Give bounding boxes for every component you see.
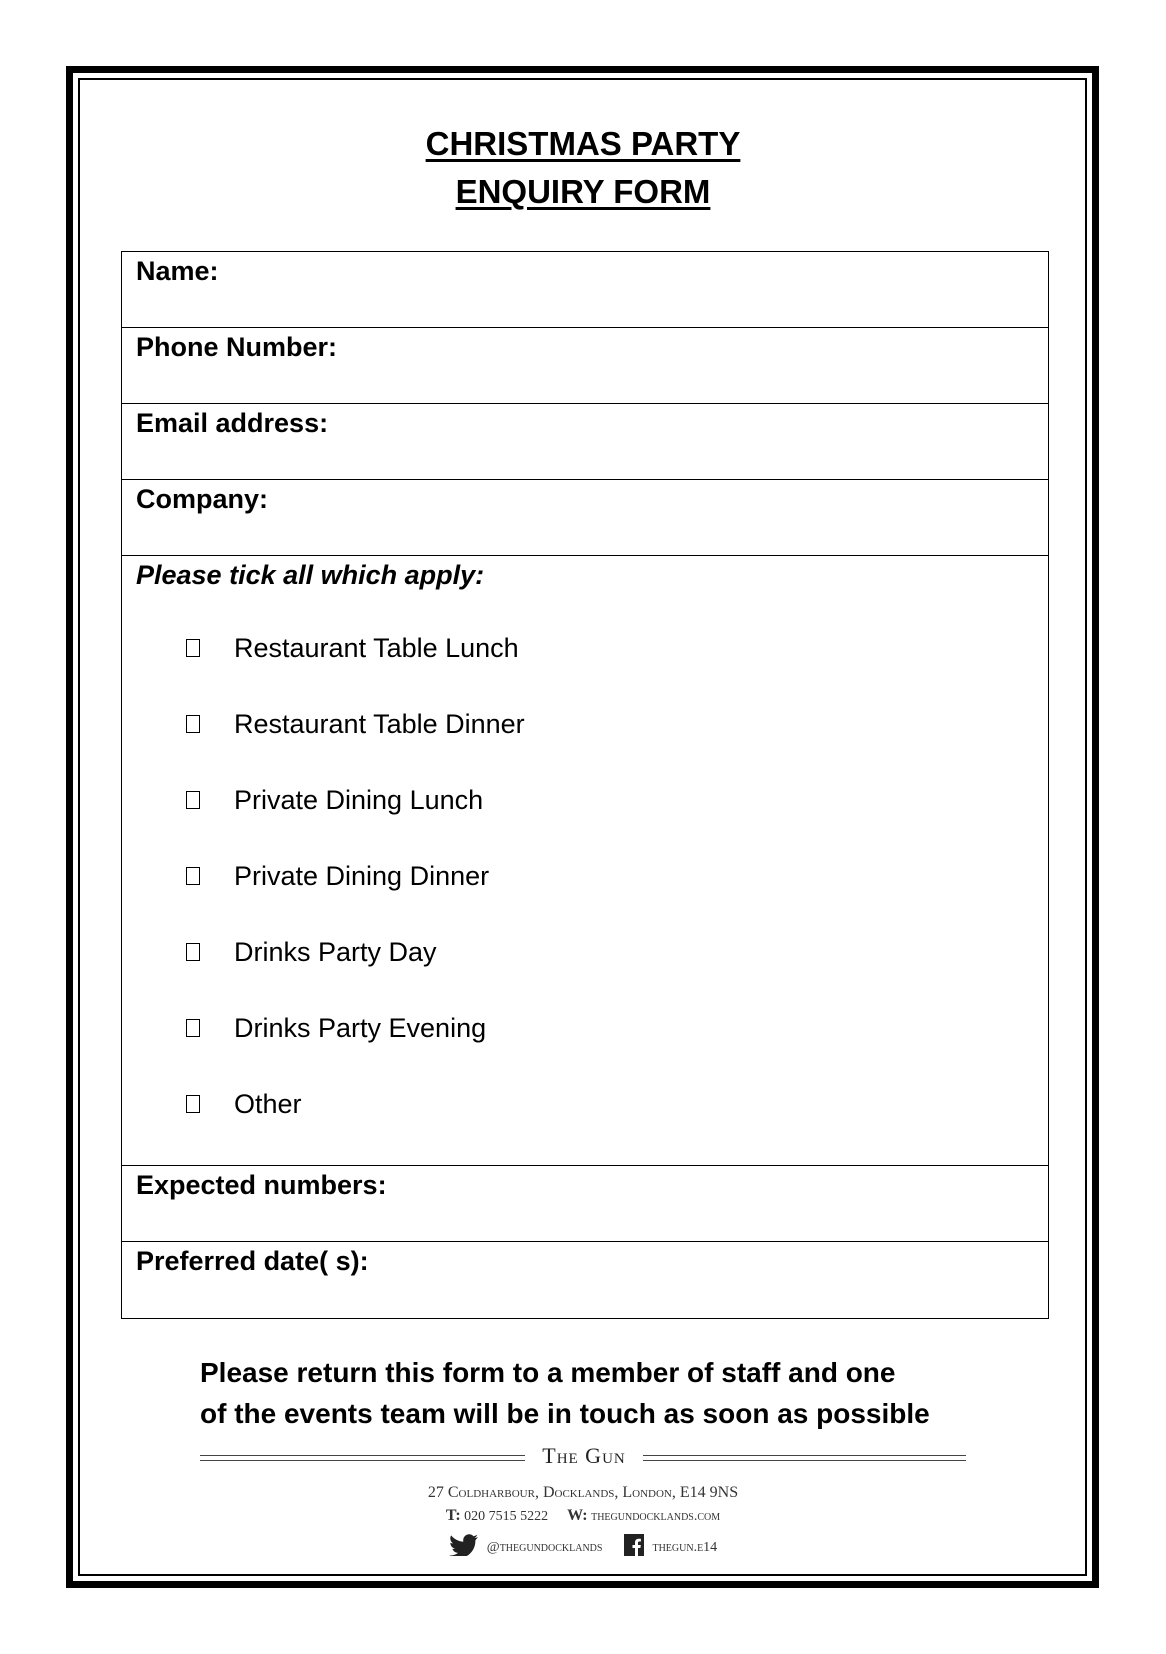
option-restaurant-table-dinner[interactable] xyxy=(186,708,525,784)
web-prefix: W: xyxy=(567,1507,588,1524)
checkbox[interactable] xyxy=(186,1095,200,1113)
venue-phone: 020 7515 5222 xyxy=(464,1509,549,1524)
tick-prompt: Please tick all which apply: xyxy=(136,560,485,590)
checkbox[interactable] xyxy=(186,715,200,733)
venue-website: thegundocklands.com xyxy=(591,1509,721,1524)
option-restaurant-table-lunch[interactable] xyxy=(186,632,525,708)
phone-row[interactable] xyxy=(122,328,1048,404)
name-row[interactable] xyxy=(122,252,1048,328)
name-label: Name: xyxy=(136,256,219,286)
brand-name: The Gun xyxy=(542,1443,626,1468)
form-title-line-2: ENQUIRY FORM xyxy=(455,173,711,210)
option-other[interactable] xyxy=(186,1088,525,1164)
option-label: Drinks Party Day xyxy=(234,937,437,967)
option-label: Private Dining Dinner xyxy=(234,861,490,891)
checkbox[interactable] xyxy=(186,639,200,657)
expected-numbers-row[interactable] xyxy=(122,1166,1048,1242)
options-list xyxy=(186,632,525,1164)
option-label: Private Dining Lunch xyxy=(234,785,484,815)
option-drinks-party-day[interactable] xyxy=(186,936,525,1012)
option-label: Restaurant Table Dinner xyxy=(234,709,525,739)
option-label: Drinks Party Evening xyxy=(234,1013,487,1043)
return-instructions-line-2: of the events team will be in touch as soon as possible xyxy=(200,1398,930,1429)
twitter-handle: @thegundocklands xyxy=(486,1539,603,1555)
facebook-icon xyxy=(624,1534,644,1561)
preferred-dates-label: Preferred date( s): xyxy=(136,1246,369,1276)
enquiry-form-table xyxy=(121,251,1049,1319)
checkbox[interactable] xyxy=(186,791,200,809)
checkbox[interactable] xyxy=(186,867,200,885)
facebook-handle: thegun.e14 xyxy=(652,1539,718,1555)
option-private-dining-dinner[interactable] xyxy=(186,860,525,936)
contact-line xyxy=(0,1507,1166,1525)
brand-rule-left xyxy=(200,1455,525,1461)
twitter-icon xyxy=(449,1534,479,1561)
preferred-dates-row[interactable] xyxy=(122,1242,1048,1318)
checkbox[interactable] xyxy=(186,943,200,961)
tick-options-row xyxy=(122,556,1048,1166)
expected-numbers-label: Expected numbers: xyxy=(136,1170,387,1200)
return-instructions xyxy=(200,1352,1000,1434)
checkbox[interactable] xyxy=(186,1019,200,1037)
option-drinks-party-evening[interactable] xyxy=(186,1012,525,1088)
phone-prefix: T: xyxy=(445,1507,461,1524)
return-instructions-line-1: Please return this form to a member of staff and one xyxy=(200,1357,896,1388)
form-title-line-1: CHRISTMAS PARTY xyxy=(425,125,741,162)
phone-label: Phone Number: xyxy=(136,332,338,362)
company-label: Company: xyxy=(136,484,269,514)
option-private-dining-lunch[interactable] xyxy=(186,784,525,860)
option-label: Restaurant Table Lunch xyxy=(234,633,519,663)
social-links xyxy=(0,1534,1166,1561)
email-label: Email address: xyxy=(136,408,329,438)
option-label: Other xyxy=(234,1089,302,1119)
brand-rule-right xyxy=(643,1455,966,1461)
company-row[interactable] xyxy=(122,480,1048,556)
email-row[interactable] xyxy=(122,404,1048,480)
venue-address: 27 Coldharbour, Docklands, London, E14 9NS xyxy=(427,1484,739,1501)
